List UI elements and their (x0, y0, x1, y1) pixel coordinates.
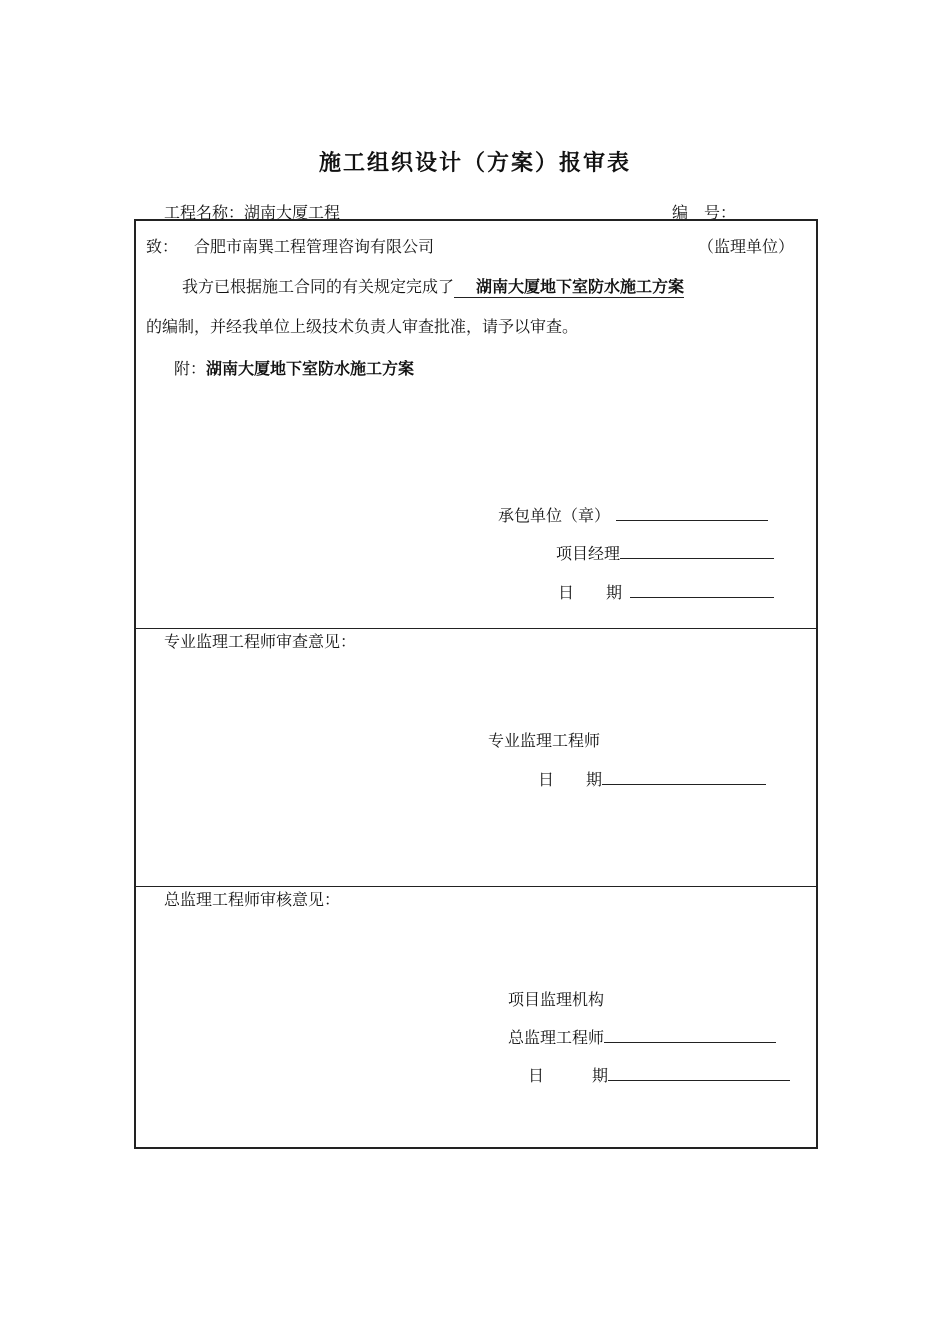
supervision-org-label: 项目监理机构 (508, 990, 605, 1009)
engineer-date-row (538, 767, 766, 790)
project-label: 工程名称： (164, 203, 245, 222)
manager-label: 项目经理 (556, 544, 621, 563)
attach-label: 附： (174, 359, 207, 378)
chief-opinion-label: 总监理工程师审核意见： (164, 890, 341, 909)
chief-date-row (528, 1063, 790, 1086)
to-label: 致： (146, 237, 179, 256)
date-label: 日 期 (558, 583, 623, 602)
contractor-row (498, 503, 768, 526)
submission-statement (182, 274, 684, 297)
chief-engineer-row (508, 1025, 776, 1048)
attach-name: 湖南大厦地下室防水施工方案 (206, 359, 415, 378)
number-label: 编 号： (672, 203, 737, 222)
contractor-label: 承包单位（章） (498, 506, 611, 525)
manager-signature-line (620, 544, 774, 559)
statement-continuation: 的编制，并经我单位上级技术负责人审查批准，请予以审查。 (146, 317, 579, 336)
engineer-label: 专业监理工程师 (488, 731, 601, 750)
to-organization: 合肥市南巽工程管理咨询有限公司 (194, 237, 435, 256)
chief-signature-line (604, 1028, 776, 1043)
contractor-signature-line (616, 506, 768, 521)
chief-date-label: 日 期 (528, 1066, 609, 1085)
chief-engineer-label: 总监理工程师 (508, 1028, 605, 1047)
statement-prefix: 我方已根据施工合同的有关规定完成了 (182, 277, 455, 296)
engineer-date-label: 日 期 (538, 770, 603, 789)
chief-date-line (608, 1066, 790, 1081)
plan-name: 湖南大厦地下室防水施工方案 (454, 277, 684, 298)
project-name: 湖南大厦工程 (244, 203, 341, 222)
manager-row (556, 541, 774, 564)
engineer-date-line (602, 770, 766, 785)
page-title: 施工组织设计（方案）报审表 (318, 150, 631, 176)
to-role: （监理单位） (698, 237, 795, 256)
date-line (630, 583, 774, 598)
attachment-line (174, 356, 414, 379)
engineer-opinion-label: 专业监理工程师审查意见： (164, 632, 357, 651)
date-row (558, 580, 774, 603)
